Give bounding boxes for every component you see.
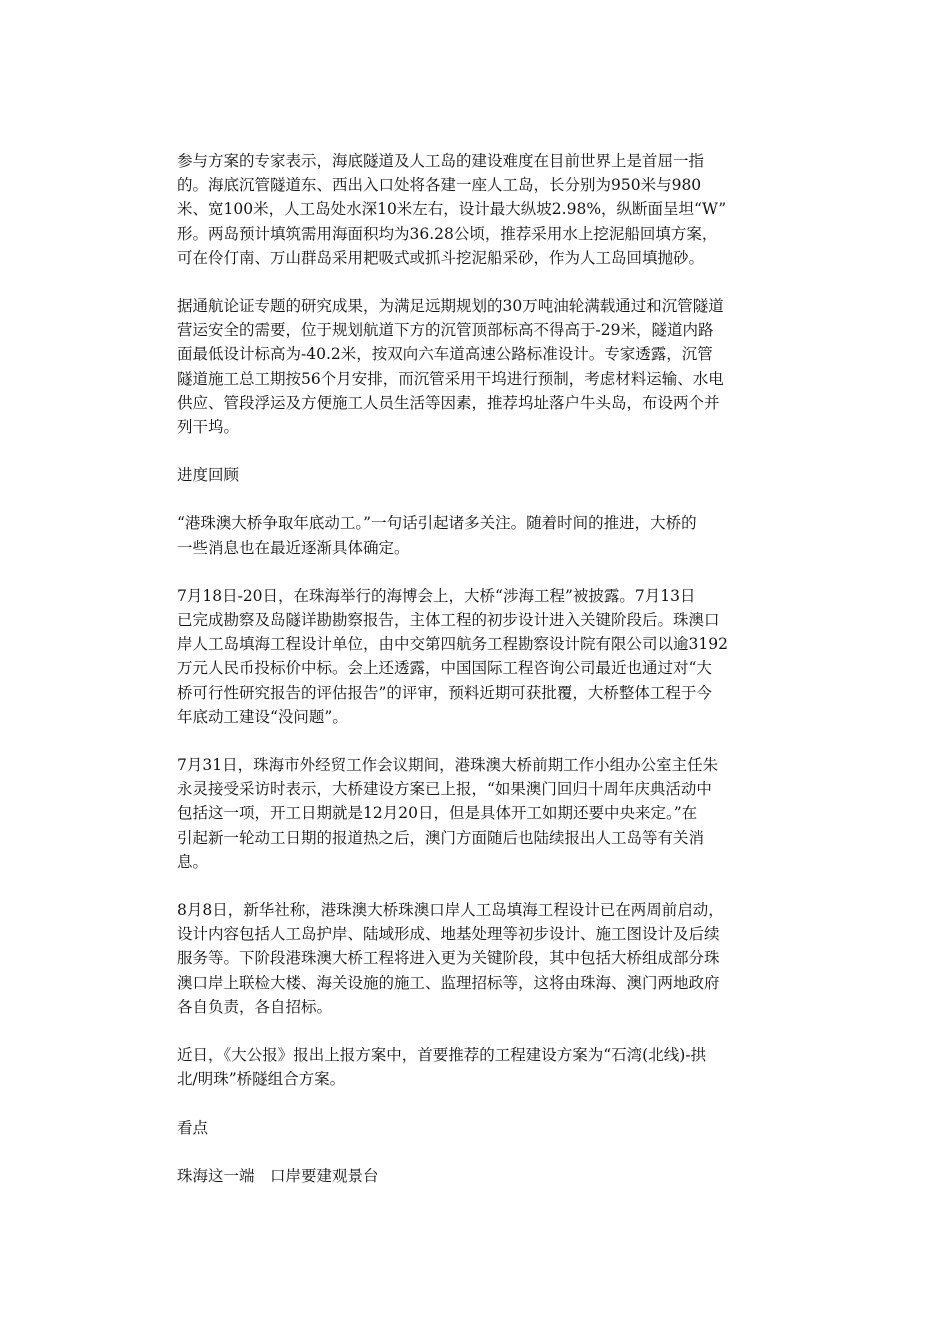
text-line: 米、宽100米，人工岛处水深10米左右，设计最大纵坡2.98%，纵断面呈坦“W” bbox=[177, 200, 727, 219]
section-subheading-zhuhai: 珠海这一端 口岸要建观景台 bbox=[177, 1166, 379, 1185]
text-line: 7月31日，珠海市外经贸工作会议期间，港珠澳大桥前期工作小组办公室主任朱 bbox=[177, 756, 719, 775]
text-line: 7月18日-20日，在珠海举行的海博会上，大桥“涉海工程”被披露。7月13日 bbox=[177, 586, 696, 605]
text-line: 北/明珠”桥隧组合方案。 bbox=[177, 1070, 346, 1089]
text-line: 已完成勘察及岛隧详勘勘察报告，主体工程的初步设计进入关键阶段后。珠澳口 bbox=[177, 611, 720, 630]
text-line: 岸人工岛填海工程设计单位，由中交第四航务工程勘察设计院有限公司以逾3192 bbox=[177, 635, 728, 654]
text-line: 服务等。下阶段港珠澳大桥工程将进入更为关键阶段，其中包括大桥组成部分珠 bbox=[177, 949, 720, 968]
text-line: 供应、管段浮运及方便施工人员生活等因素，推荐坞址落户牛头岛，布设两个并 bbox=[177, 393, 720, 412]
section-heading-progress: 进度回顾 bbox=[177, 466, 240, 485]
paragraph-july-18 bbox=[177, 584, 777, 729]
document-body bbox=[177, 149, 777, 1212]
paragraph-recent bbox=[177, 1043, 777, 1091]
text-line: 8月8日，新华社称，港珠澳大桥珠澳口岸人工岛填海工程设计已在两周前启动， bbox=[177, 901, 724, 920]
text-line: 的。海底沉管隧道东、西出入口处将各建一座人工岛，长分别为950米与980 bbox=[177, 176, 702, 195]
text-line: 形。两岛预计填筑需用海面积均为36.28公顷，推荐采用水上挖泥船回填方案， bbox=[177, 224, 718, 243]
paragraph-navigation-study bbox=[177, 294, 777, 439]
paragraph-expert-comments bbox=[177, 149, 777, 270]
paragraph-intro-progress bbox=[177, 511, 777, 559]
paragraph-august-8 bbox=[177, 898, 777, 1019]
paragraph-july-31 bbox=[177, 753, 777, 874]
text-line: 包括这一项，开工日期就是12月20日，但是具体开工如期还要中央来定。”在 bbox=[177, 804, 698, 823]
text-line: 隧道施工总工期按56个月安排，而沉管采用干坞进行预制，考虑材料运输、水电 bbox=[177, 369, 724, 388]
text-line: 面最低设计标高为-40.2米，按双向六车道高速公路标准设计。专家透露，沉管 bbox=[177, 345, 713, 364]
text-line: 各自负责，各自招标。 bbox=[177, 997, 333, 1016]
text-line: 桥可行性研究报告的评估报告”的评审，预料近期可获批覆，大桥整体工程于今 bbox=[177, 683, 712, 702]
text-line: 永灵接受采访时表示，大桥建设方案已上报，“如果澳门回归十周年庆典活动中 bbox=[177, 780, 712, 799]
text-line: 万元人民币投标价中标。会上还透露，中国国际工程咨询公司最近也通过对“大 bbox=[177, 659, 712, 678]
section-heading-highlights: 看点 bbox=[177, 1118, 209, 1137]
text-line: 设计内容包括人工岛护岸、陆域形成、地基处理等初步设计、施工图设计及后续 bbox=[177, 925, 720, 944]
text-line: 营运安全的需要，位于规划航道下方的沉管顶部标高不得高于-29米，隧道内路 bbox=[177, 321, 714, 340]
text-line: “港珠澳大桥争取年底动工。”一句话引起诸多关注。随着时间的推进，大桥的 bbox=[177, 514, 697, 533]
text-line: 可在伶仃南、万山群岛采用耙吸式或抓斗挖泥船采砂，作为人工岛回填抛砂。 bbox=[177, 248, 705, 267]
text-line: 息。 bbox=[177, 852, 209, 871]
text-line: 一些消息也在最近逐渐具体确定。 bbox=[177, 538, 410, 557]
text-line: 列干坞。 bbox=[177, 418, 240, 437]
text-line: 参与方案的专家表示，海底隧道及人工岛的建设难度在目前世界上是首屈一指 bbox=[177, 152, 705, 170]
text-line: 引起新一轮动工日期的报道热之后，澳门方面随后也陆续报出人工岛等有关消 bbox=[177, 828, 705, 847]
text-line: 澳口岸上联检大楼、海关设施的施工、监理招标等，这将由珠海、澳门两地政府 bbox=[177, 973, 720, 992]
text-line: 据通航论证专题的研究成果，为满足远期规划的30万吨油轮满载通过和沉管隧道 bbox=[177, 297, 724, 316]
text-line: 近日，《大公报》报出上报方案中，首要推荐的工程建设方案为“石湾(北线)-拱 bbox=[177, 1046, 707, 1065]
text-line: 年底动工建设“没问题”。 bbox=[177, 707, 348, 726]
